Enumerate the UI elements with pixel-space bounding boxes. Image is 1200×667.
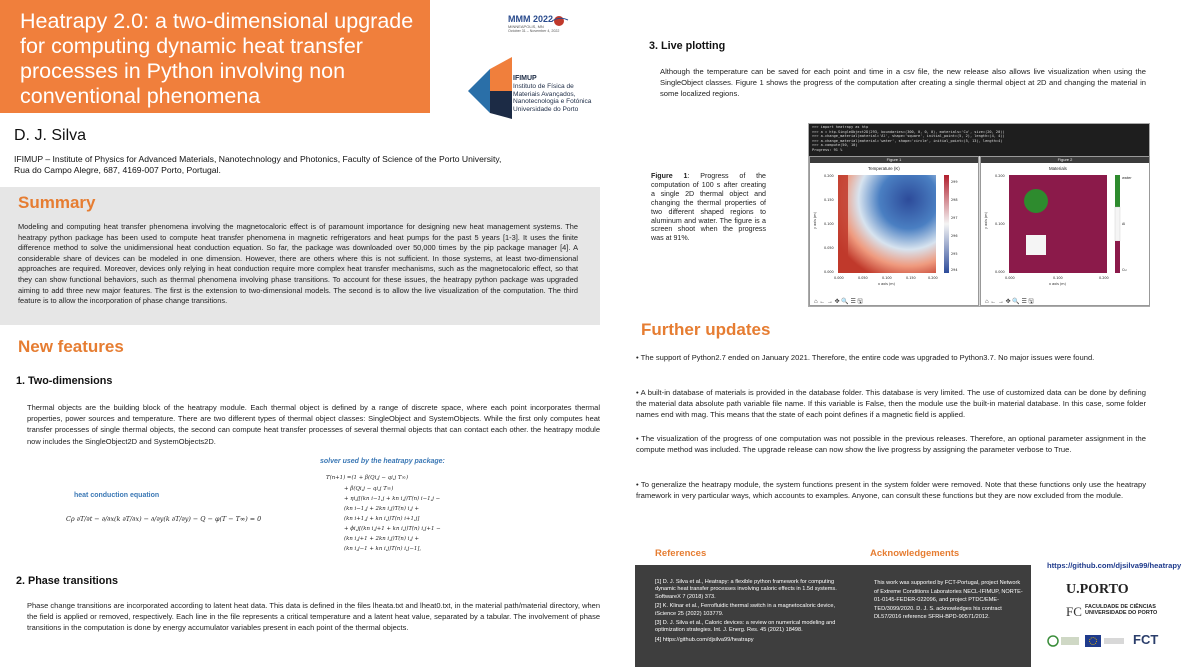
y-axis-label: y axis (m) xyxy=(984,212,988,229)
svg-text:(kn i+1,j + kn i,j)T(n) i+1,j]: (kn i+1,j + kn i,j)T(n) i+1,j] xyxy=(344,516,420,522)
colorbar-cu xyxy=(1115,241,1120,273)
summary-text: Modeling and computing heat transfer phenomena involving the magnetocaloric effect is of paramount importance for designing new heat management systems. The heatrapy python package has been used to compute heat transfer phenomena in magnetic refrigerators and heat pumps for the past 5 years [1-3]. It uses the finite difference method to solve the unidimensional heat conduction equation. So far, the package was downloaded over 50,000 times by the pip package manager [4]. A considerable share of devices can be modeled in one dimension. However, there are others where this is not sufficient. In those systems, at least two-dimensional approaches are required. Moreover, devices only relying in heat conduction require more complex heat transfer mechanisms, such as the magnetocaloric effect, so that they can show functional behaviors, such as thermal phenomena involving phase transitions. To account for these issues, the heatrapy python package was upgraded aiming to add three new major features. The first is the extension to two-dimensional models. The second is to allow the live visualization of the computation. The third feature is to allow the incorporation of phase change transitions. xyxy=(18,222,578,306)
reference-item: [1] D. J. Silva et al., Heatrapy: a flexible python framework for computing dynamic heat transfer processes involving caloric effects in 1.5d systems. SoftwareX 7 (2018) 373. xyxy=(655,579,837,600)
title-banner xyxy=(0,0,430,113)
svg-text:T(n+1) =(1 + β(Qi,j − qi,j T∞): T(n+1) =(1 + β(Qi,j − qi,j T∞) xyxy=(326,475,409,481)
svg-text:+ ηi,j[(kn i−1,j + kn i,j)T(n): + ηi,j[(kn i−1,j + kn i,j)T(n) i−1,j − xyxy=(344,496,441,502)
section-two-dimensions-text: Thermal objects are the building block of the heatrapy module. Each thermal object is defined by a range of discrete space, where each point incorporates thermal properties, power sources and temperature. There are two different types of thermal object classes: SingleObject and SystemObjects. While the first only computes heat transfer processes of single thermal objects, the second can compute heat transfer processes of several thermal objects that can contact each other. the heatrapy module now includes the SingleObject2D and SystemObjects2D. xyxy=(27,403,600,446)
author-name: D. J. Silva xyxy=(14,127,87,144)
material-cu-region xyxy=(1009,175,1107,273)
uporto-logo-text: U.PORTO xyxy=(1066,582,1129,597)
acknowledgements-text: This work was supported by FCT-Portugal, project Network of Extreme Conditions Laboratories NECL-IFIMUP, NORTE-01-0145-FEDER-022096, and project PTDC/EME-TED/3099/2020. D. J. S. acknowledges his contract DL57/2016 reference SFRH-BPD-90571/2012. xyxy=(874,580,1023,621)
further-updates-heading: Further updates xyxy=(641,320,771,339)
colorbar-al xyxy=(1115,207,1120,241)
colorbar-tick: 294 xyxy=(951,268,958,272)
new-features-heading: New features xyxy=(18,337,124,356)
figure-window-temperature xyxy=(809,156,979,306)
temperature-heatmap xyxy=(810,171,980,297)
figure-window-materials xyxy=(980,156,1150,306)
materials-map xyxy=(981,171,1151,297)
acknowledgements-heading: Acknowledgements xyxy=(870,548,960,559)
colorbar-tick: 297 xyxy=(951,216,958,220)
svg-text:(kn i,j+1 + 2kn i,j)T(n) i,j +: (kn i,j+1 + 2kn i,j)T(n) i,j + xyxy=(344,536,419,542)
mmm-logo-location: MINNEAPOLIS, MN xyxy=(508,24,544,29)
colorbar-tick: 296 xyxy=(951,234,958,238)
svg-text:FC: FC xyxy=(1066,604,1082,619)
x-tick: 0.150 xyxy=(906,276,916,280)
section-two-dimensions-title: 1. Two-dimensions xyxy=(16,375,113,387)
ifimup-logo-text xyxy=(513,75,591,114)
mmm-logo-dates: October 31 – November 4, 2022 xyxy=(508,29,560,33)
fc-monogram-icon xyxy=(1066,602,1082,620)
funder-logos xyxy=(1047,632,1172,652)
update-bullet: • A built-in database of materials is provided in the database folder. This database is very limited. The use of customized data can be done by defining the material data absolute path variable file name. If this variable is False, then the module use the built-in material database. In this case, some folder names end with mag. This means that the state of each point defines if a magnetic field is applied. xyxy=(636,388,1146,420)
y-tick: 0.100 xyxy=(995,222,1005,226)
y-tick: 0.050 xyxy=(824,246,834,250)
material-al-region xyxy=(1026,235,1046,255)
section-phase-transitions-text: Phase change transitions are incorporated according to latent heat data. This data is defined in the files lheata.txt and lheat0.txt, in the material path/material directory, when the field is applied or removed, respectively. Each line in the file represents a critical temperature and a latent heat value, separated by a tabular. The involvement of phase transitions in the computation is done by energy accumulator variables present in each point of the thermal objects. xyxy=(27,601,600,633)
y-tick: 0.100 xyxy=(824,222,834,226)
colorbar-tick: 299 xyxy=(951,180,958,184)
ifimup-line-2: Materiais Avançados, xyxy=(513,90,576,98)
ifimup-line-1: Instituto de Física de xyxy=(513,82,574,90)
figure-1-titlebar: Figure 1 xyxy=(810,157,978,163)
reference-item: [3] D. J. Silva et al., Caloric devices: a review on numerical modeling and optimization strategies. Int. J. Energ. Res. 45 (2021) 18498. xyxy=(655,620,836,634)
y-tick: 0.200 xyxy=(995,174,1005,178)
fct-logo-text: FCT xyxy=(1133,632,1159,647)
heatmap-colorbar xyxy=(944,175,949,273)
update-bullet: • The support of Python2.7 ended on January 2021. Therefore, the entire code was upgraded to Python3.7. No major issues were found. xyxy=(636,353,1095,362)
terminal-window xyxy=(809,124,1149,156)
terminal-line: >>> a.change_material(material='Al', shape='square', initial_point=(5, 2), length=(4, 4)) xyxy=(812,134,1005,139)
figure-1-screenshot xyxy=(808,123,1150,307)
terminal-line: >>> a.change_material(material='water', shape='circle', initial_point=(5, 13), length=4) xyxy=(812,138,1003,143)
y-tick: 0.000 xyxy=(995,270,1005,274)
svg-text:Cρ ∂T/∂t − ∂/∂x(k ∂T/∂x) − ∂/∂: Cρ ∂T/∂t − ∂/∂x(k ∂T/∂x) − ∂/∂y(k ∂T/∂y) − Q − φ(T − T∞) = 0 xyxy=(66,515,262,523)
ifimup-line-4: Universidade do Porto xyxy=(513,106,579,114)
update-bullet: • To generalize the heatrapy module, the system functions present in the system folder were removed. Note that these functions only use the heatrapy framework in very particular ways, which accounts to examples. Anyone, can consult these functions but they are now excluded from the module. xyxy=(636,480,1146,501)
terminal-line: Progress: 91 % xyxy=(812,147,843,152)
fcup-logo-text xyxy=(1085,604,1157,617)
github-link[interactable]: https://github.com/djsilva99/heatrapy xyxy=(1047,561,1182,570)
x-axis-label: x axis (m) xyxy=(1049,282,1066,286)
figure-toolbar[interactable]: ⌂ ← → ✥ 🔍 ☰ 🖫 xyxy=(814,299,863,305)
y-axis-label: y axis (m) xyxy=(813,212,817,229)
heat-conduction-equation xyxy=(66,508,262,528)
x-axis-label: x axis (m) xyxy=(878,282,895,286)
x-tick: 0.200 xyxy=(1099,276,1109,280)
y-tick: 0.150 xyxy=(824,198,834,202)
x-tick: 0.050 xyxy=(858,276,868,280)
norte2020-logo-icon xyxy=(1047,634,1081,648)
terminal-line: >>> a = htp.SingleObject2D(293, boundaries=(300, 0, 0, 0), materials='Cu', size=(20, 20)) xyxy=(812,129,1005,134)
colorbar-water xyxy=(1115,175,1120,207)
ifimup-name: IFIMUP xyxy=(513,75,537,82)
svg-text:+ ϕi,j[(kn i,j+1 + kn i,j)T(n): + ϕi,j[(kn i,j+1 + kn i,j)T(n) i,j+1 − xyxy=(344,526,441,532)
svg-text:(kn i−1,j + 2kn i,j)T(n) i,j +: (kn i−1,j + 2kn i,j)T(n) i,j + xyxy=(344,506,419,512)
poster-title: Heatrapy 2.0: a two-dimensional upgrade for computing dynamic heat transfer processes in Python involving non conventional phenomena xyxy=(20,9,414,108)
heat-equation-caption: heat conduction equation xyxy=(74,492,160,499)
terminal-line: >>> import heatrapy as htp xyxy=(812,125,869,129)
y-tick: 0.000 xyxy=(824,270,834,274)
x-tick: 0.100 xyxy=(1053,276,1063,280)
references-list xyxy=(655,579,855,646)
temperature-plot-title: Temperature (K) xyxy=(868,166,900,171)
update-bullet: • The visualization of the progress of one computation was not possible in the previous releases. Therefore, an optional parameter assignment in the compute method was included. The upgrade release can now show the live progress by assigning the parameter verbose to True. xyxy=(636,434,1146,455)
x-tick: 0.200 xyxy=(928,276,938,280)
mmm-conference-logo xyxy=(508,14,568,44)
mmm-logo-text: MMM 2022 xyxy=(508,14,554,24)
references-heading: References xyxy=(655,548,707,559)
figure-caption xyxy=(651,172,766,243)
solver-equation-caption: solver used by the heatrapy package: xyxy=(320,458,445,465)
heatmap-field xyxy=(838,175,936,273)
materials-plot-title: Materials xyxy=(1049,166,1067,171)
x-tick: 0.000 xyxy=(1005,276,1015,280)
reference-item[interactable]: [4] https://github.com/djsilva99/heatrapy xyxy=(655,636,754,643)
figure-toolbar[interactable]: ⌂ ← → ✥ 🔍 ☰ 🖫 xyxy=(985,299,1034,305)
summary-heading: Summary xyxy=(18,193,96,212)
material-water-region xyxy=(1024,189,1048,213)
x-tick: 0.100 xyxy=(882,276,892,280)
colorbar-tick: 295 xyxy=(951,252,958,256)
y-tick: 0.200 xyxy=(824,174,834,178)
figure-caption-label: Figure 1 xyxy=(651,172,688,180)
reference-item: [2] K. Klinar et al., Ferrofluidic thermal switch in a magnetocaloric device, iScience 25 (2022) 103779. xyxy=(655,603,836,617)
fcup-line-1: FACULDADE DE CIÊNCIAS xyxy=(1085,604,1156,610)
ifimup-line-3: Nanotecnologia e Fotónica xyxy=(513,98,592,106)
mmm-globe-icon xyxy=(552,14,568,28)
terminal-line: >>> a.compute(50, 10) xyxy=(812,143,858,148)
colorbar-label: Al xyxy=(1122,222,1126,226)
section-live-plotting-text: Although the temperature can be saved for each point and time in a csv file, the new release also allows live visualization when using the SingleObject classes. Figure 1 shows the progress of the computation after creating a single thermal object at 2D and changing the material in some localized regions. xyxy=(660,67,1146,99)
heatmap-hot-boundary xyxy=(838,175,848,273)
colorbar-label: Cu xyxy=(1122,268,1127,272)
fcup-line-2: UNIVERSIDADE DO PORTO xyxy=(1085,610,1158,617)
figure-2-titlebar: Figure 2 xyxy=(981,157,1149,163)
svg-text:(kn i,j−1 + kn i,j)T(n) i,j−1]: (kn i,j−1 + kn i,j)T(n) i,j−1], xyxy=(344,546,422,552)
affiliation: IFIMUP – Institute of Physics for Advanced Materials, Nanotechnology and Photonics, Faculty of Science of the Porto University, Rua do Campo Alegre, 687, 4169-007 Porto, Portugal. xyxy=(14,154,502,175)
solver-equation xyxy=(322,470,441,565)
x-tick: 0.000 xyxy=(834,276,844,280)
eu-flag-icon xyxy=(1085,634,1125,648)
figure-caption-text: : Progress of the computation of 100 s after creating a single 2D thermal object and changing the thermal properties of two different shaped regions to aluminum and water. The figure is a screen shoot when the progress was at 91%. xyxy=(651,172,767,243)
ifimup-mark-icon xyxy=(468,57,512,119)
section-phase-transitions-title: 2. Phase transitions xyxy=(16,575,119,587)
svg-text:+ β(Qi,j − qi,j T∞): + β(Qi,j − qi,j T∞) xyxy=(344,486,394,492)
colorbar-tick: 298 xyxy=(951,198,958,202)
colorbar-label: water xyxy=(1122,176,1132,180)
section-live-plotting-title: 3. Live plotting xyxy=(649,40,726,52)
